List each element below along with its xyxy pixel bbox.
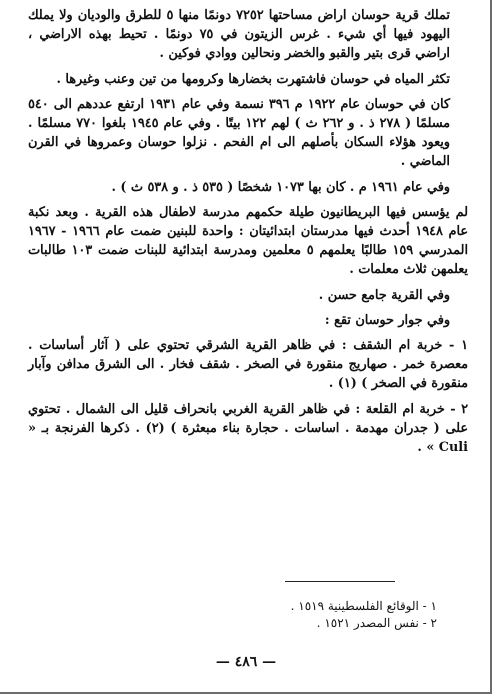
paragraph-neighbors: وفي جوار حوسان تقع :: [324, 312, 450, 328]
footnotes: [137, 598, 437, 632]
page-number: — ٤٨٦ —: [215, 654, 277, 670]
paragraph-mosque: وفي القرية جامع حسن .: [318, 287, 450, 303]
footnote-2: ٢ - نفس المصدر ١٥٢١ .: [316, 616, 437, 630]
footnote-divider: [285, 581, 395, 582]
paragraph-water: تكثر المياه في حوسان فاشتهرت بخضارها وكرومها من تين وعنب وغيرها .: [56, 71, 450, 87]
footnote-1: ١ - الوقائع الفلسطينية ١٥١٩ .: [290, 599, 437, 613]
paragraph-khirbet-qalaa: ٢ - خربة ام القلعة : في ظاهر القرية الغربي بانحراف قليل الى الشمال . تحتوي على ( جدران مهدمة . اساسات . حجارة بناء مبعثرة ) (٢) . ذكرها الفرنجة بـ « Culi » .: [28, 401, 468, 456]
paragraph-schools: لم يؤسس فيها البريطانيون طيلة حكمهم مدرسة لاطفال هذه القرية . وبعد نكبة عام ١٩٤٨ أحدث فيها مدرستان ابتدائيتان : واحدة للبنين ضمت عام ١٩٦٦ - ١٩٦٧ المدرسي ١٥٩ طالبًا يعلمهم ٥ معلمين ومدرسة ابتدائية للبنات ضمت ١٠٣ طالبات يعلمهن ثلاث معلمات .: [28, 204, 468, 278]
paragraph-1961: وفي عام ١٩٦١ م . كان بها ١٠٧٣ شخصًا ( ٥٣٥ ذ . و ٥٣٨ ث ) .: [111, 179, 450, 195]
paragraph-khirbet-shuqf: ١ - خربة ام الشقف : في ظاهر القرية الشرقي تحتوي على ( آثار أساسات . معصرة خمر . صهاريج منقورة في الصخر . شقف فخار . الى الشرق مدافن وآبار منقورة في الصخر ) (١) .: [28, 338, 468, 392]
body-text: [28, 6, 468, 457]
paragraph-population: كان في حوسان عام ١٩٢٢ م ٣٩٦ نسمة وفي عام ١٩٣١ ارتفع عددهم الى ٥٤٠ مسلمًا ( ٢٧٨ ذ . و ٢٦٢ ث ) لهم ١٢٢ بيتًا . وفي عام ١٩٤٥ بلغوا ٧٧٠ مسلمًا . ويعود هؤلاء السكان بأصلهم الى ام الفحم . نزلوا حوسان وعمروها في القرن الماضي .: [28, 96, 450, 170]
paragraph-land: تملك قرية حوسان اراض مساحتها ٧٢٥٢ دونمًا منها ٥ للطرق والوديان ولا يملك اليهود فيها أي شيء . غرس الزيتون في ٧٥ دونمًا . تحيط بهذه الاراضي ، اراضي قرى بتير والقبو والخضر ونحالين ووادي فوكين .: [28, 8, 451, 62]
